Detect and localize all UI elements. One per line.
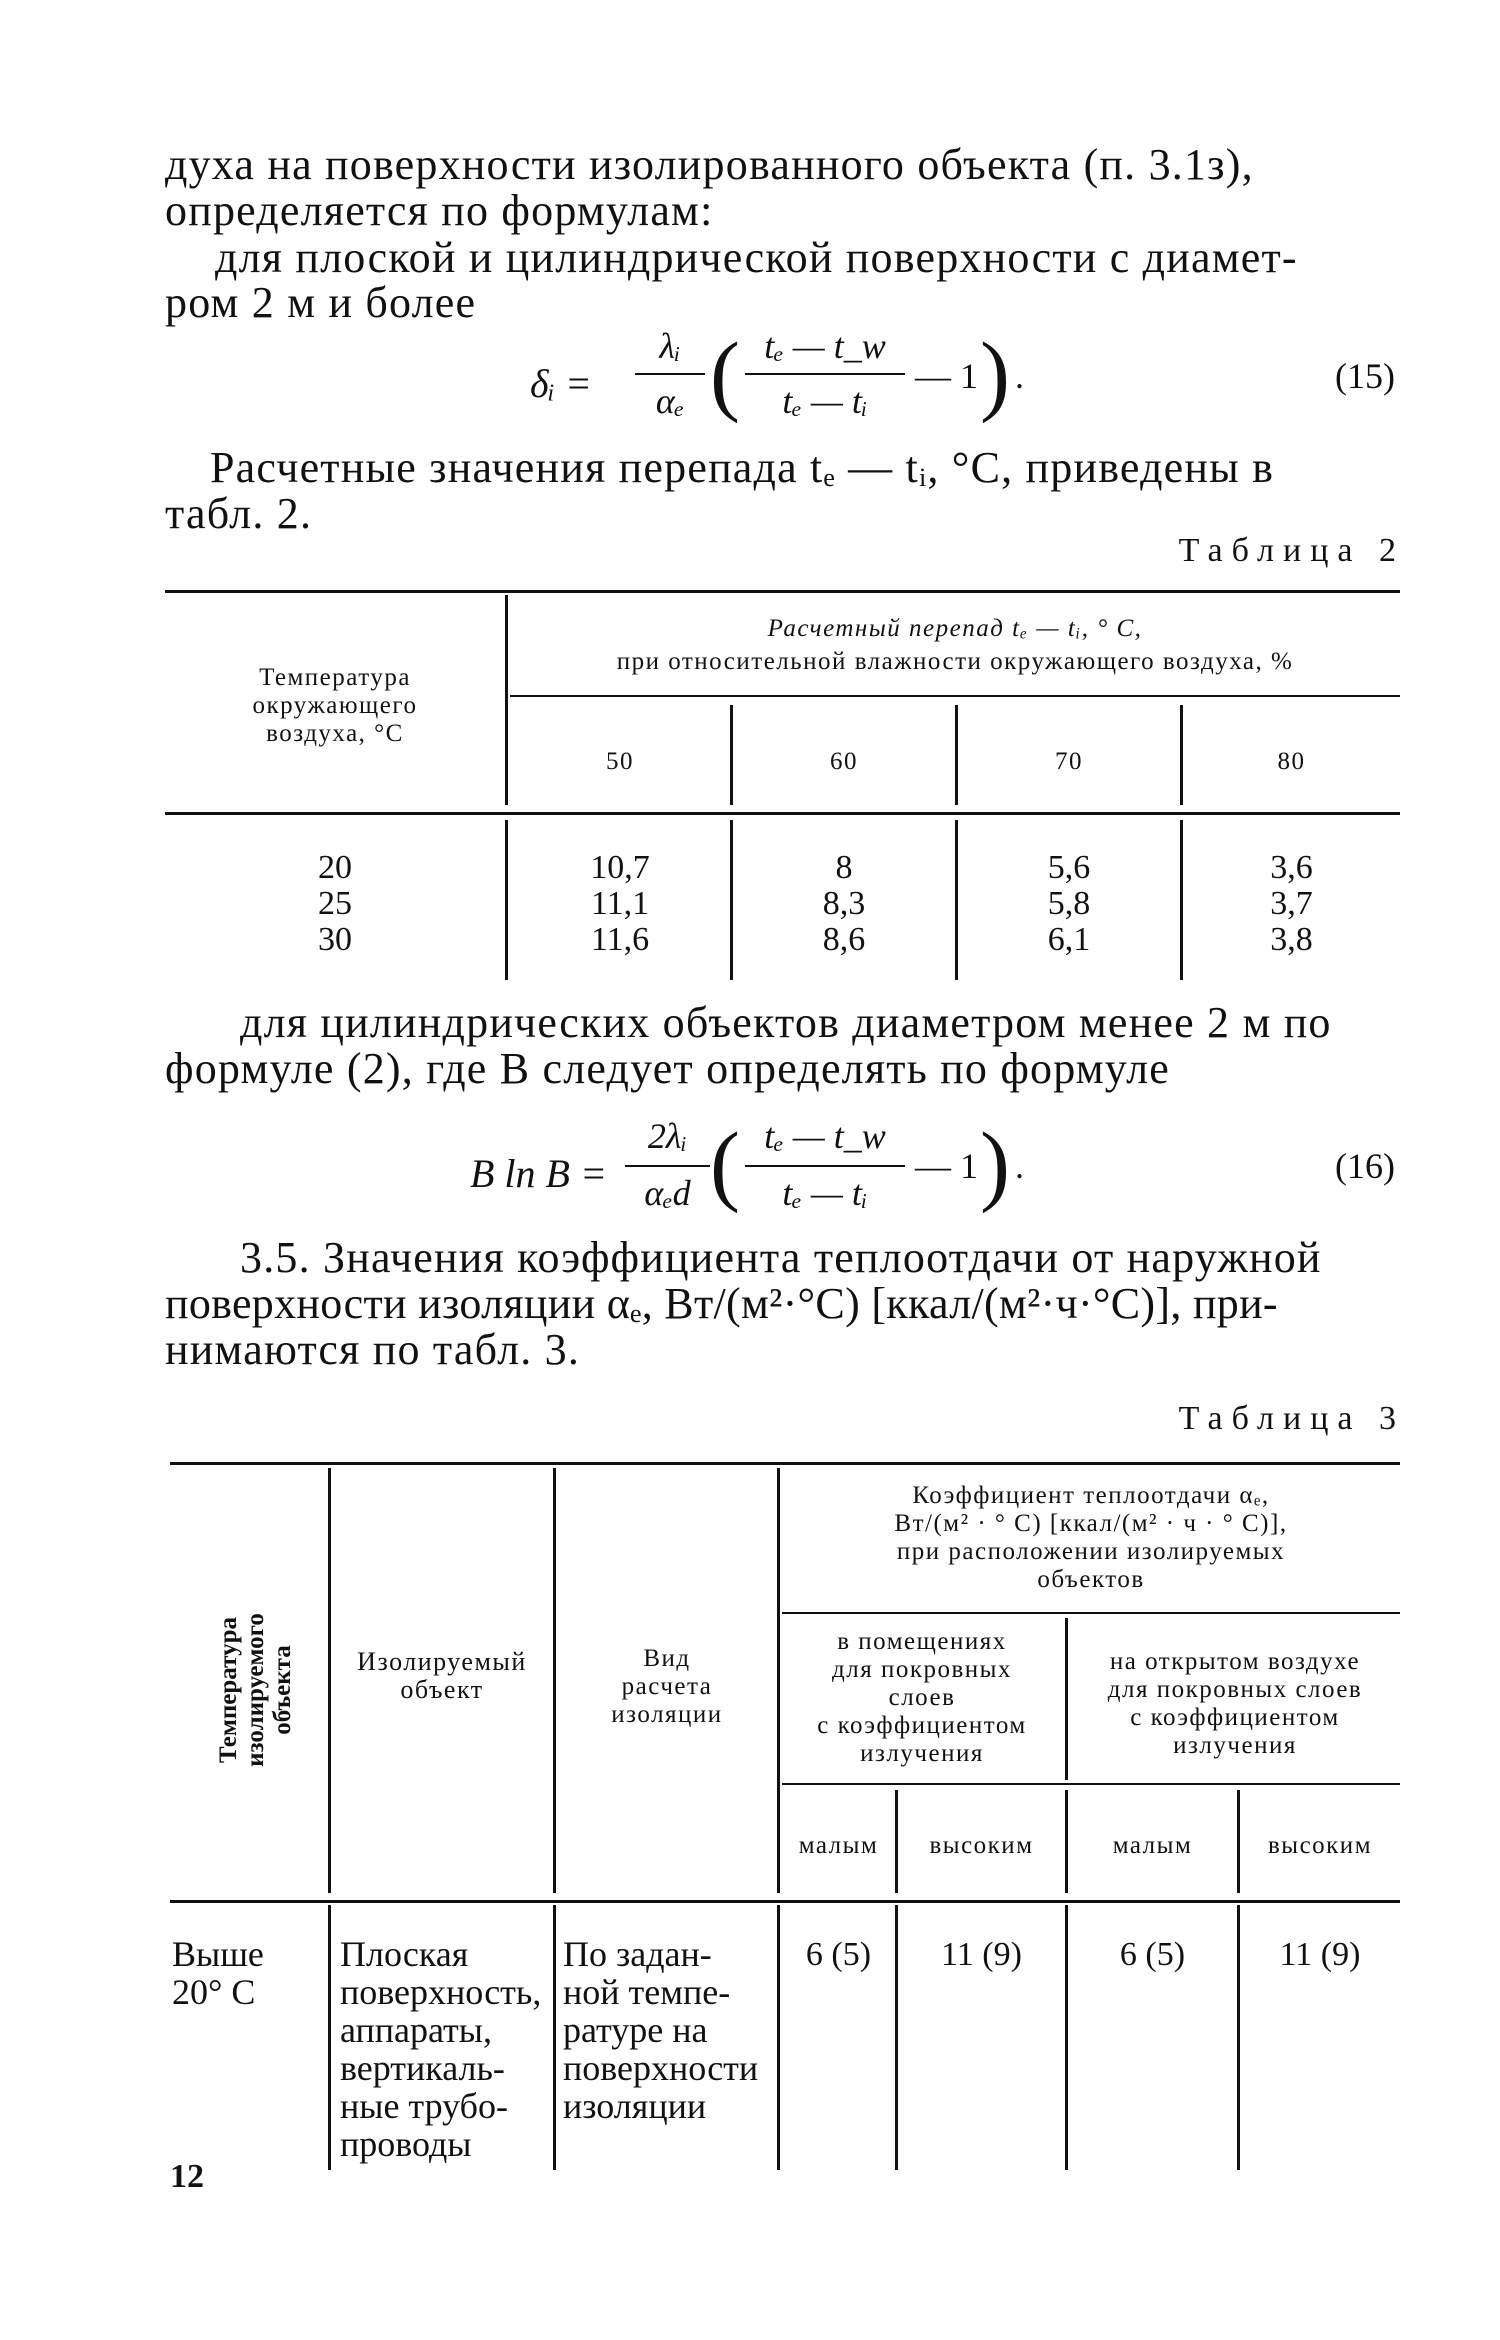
table-2-col-70: 70 xyxy=(1055,748,1083,775)
formula-16-tail: — 1 xyxy=(915,1146,978,1186)
formula-15-number: (15) xyxy=(1335,356,1395,396)
formula-16-f1-num: 2λᵢ xyxy=(647,1116,688,1156)
formula-15-f1-den: αₑ xyxy=(655,381,685,421)
cyl-para-line-2: формуле (2), где B следует определять по формуле xyxy=(165,1044,1170,1093)
table-3-indoors-header: в помещениях для покровных слоев с коэффициентом излучения xyxy=(817,1628,1027,1767)
table-3-row-out-low: 6 (5) xyxy=(1119,1936,1186,1973)
table-3-out-low-header: малым xyxy=(1112,1832,1193,1859)
table-2-group-header-1: Расчетный перепад tₑ — tᵢ, ° С, xyxy=(767,615,1143,642)
formula-15-tail: — 1 xyxy=(915,356,978,396)
table-2-col-80: 80 xyxy=(1277,748,1306,775)
formula-16-f1-den: αₑd xyxy=(644,1173,691,1213)
formula-15-f2-den: tₑ — tᵢ xyxy=(782,381,868,421)
table-3-object-header: Изолируемый объект xyxy=(357,1647,527,1704)
table-2-temps: 20 25 30 xyxy=(318,849,352,958)
table-2-body-divider-0 xyxy=(505,820,508,980)
table-3-top-rule xyxy=(170,1462,1400,1465)
calc-para-line-2: табл. 2. xyxy=(165,489,313,538)
table-3-in-high-header: высоким xyxy=(929,1832,1034,1859)
table-2-values-50: 10,7 11,1 11,6 xyxy=(590,849,650,958)
calc-para-line-1: Расчетные значения перепада tₑ — tᵢ, °С, приведены в xyxy=(210,443,1275,492)
formula-16-f2-den: tₑ — tᵢ xyxy=(782,1173,868,1213)
formula-16-open-paren: ( xyxy=(710,1115,740,1214)
formula-15-period: . xyxy=(1015,356,1024,396)
table-3-row-calc: По задан- ной темпе- ратуре на поверхности изоляции xyxy=(563,1934,759,2126)
table-2-col-50: 50 xyxy=(606,748,634,775)
formula-15-fraction-bar-1 xyxy=(635,373,705,375)
intro-line-4: ром 2 м и более xyxy=(165,278,477,327)
table-2-caption: Таблица 2 xyxy=(1178,532,1405,569)
table-3-sub-rule xyxy=(782,1783,1400,1785)
formula-16-number: (16) xyxy=(1335,1146,1395,1186)
table-2-group-rule xyxy=(510,695,1400,697)
table-2-top-rule xyxy=(165,590,1400,593)
intro-line-2: определяется по формулам: xyxy=(165,186,714,235)
table-3-outdoors-header: на открытом воздухе для покровных слоев с коэффициентом излучения xyxy=(1107,1648,1363,1759)
table-3-caption: Таблица 3 xyxy=(1178,1400,1405,1437)
cyl-para-line-1: для цилиндрических объектов диаметром менее 2 м по xyxy=(240,998,1332,1047)
table-3-divider-2 xyxy=(553,1468,556,1893)
intro-line-3: для плоской и цилиндрической поверхности с диамет- xyxy=(215,233,1298,282)
formula-15 xyxy=(530,325,1430,435)
table-3-calc-header: Вид расчета изоляции xyxy=(611,1645,723,1728)
formula-15-f2-num: tₑ — t_w xyxy=(764,326,886,366)
formula-16 xyxy=(470,1110,1370,1230)
formula-15-close-paren: ) xyxy=(980,325,1010,424)
table-3-divider-3 xyxy=(777,1468,780,1893)
table-3-body-divider-1 xyxy=(328,1905,331,2170)
table-3-row-object: Плоская поверхность, аппараты, вертикаль- ные трубо- проводы xyxy=(340,1934,542,2164)
table-3-out-high-header: высоким xyxy=(1267,1832,1373,1859)
formula-16-period: . xyxy=(1015,1146,1024,1186)
table-2-header-divider xyxy=(505,595,508,805)
page-number: 12 xyxy=(170,2158,204,2195)
table-3-in-out-divider xyxy=(1065,1618,1068,1780)
formula-15-open-paren: ( xyxy=(710,325,740,424)
table-2-header-bottom-rule xyxy=(165,812,1400,815)
table-3-in-low-header: малым xyxy=(798,1832,879,1859)
table-2-col-60: 60 xyxy=(830,748,858,775)
formula-16-f2-num: tₑ — t_w xyxy=(764,1116,886,1156)
table-3-row-out-high: 11 (9) xyxy=(1279,1936,1361,1973)
formula-15-f1-num: λᵢ xyxy=(659,326,681,366)
formula-15-lhs: δᵢ = xyxy=(530,361,592,406)
table-2-values-70: 5,6 5,8 6,1 xyxy=(1047,849,1091,958)
intro-line-1: духа на поверхности изолированного объекта (п. 3.1з), xyxy=(165,140,1254,189)
formula-15-fraction-bar-2 xyxy=(745,373,905,375)
table-3-temp-header: Температура изолируемого объекта xyxy=(215,1613,296,1767)
section-35-line-2: поверхности изоляции αₑ, Вт/(м²·°С) [ккал/(м²·ч·°С)], при- xyxy=(165,1279,1278,1328)
formula-16-fraction-bar-2 xyxy=(745,1165,905,1167)
table-3-header-bottom-rule xyxy=(170,1900,1400,1903)
table-3-group-header: Коэффициент теплоотдачи αₑ, Вт/(м² · ° С) [ккал/(м² · ч · ° С)], при расположении изолируемых объектов xyxy=(894,1482,1288,1593)
table-3-row-in-low: 6 (5) xyxy=(805,1936,872,1973)
formula-16-close-paren: ) xyxy=(980,1115,1010,1214)
section-35-line-3: нимаются по табл. 3. xyxy=(165,1325,581,1374)
table-3-row-temp: Выше 20° С xyxy=(172,1934,264,2012)
table-2-values-80: 3,6 3,7 3,8 xyxy=(1270,849,1313,958)
table-2-values-60: 8 8,3 8,6 xyxy=(822,849,866,958)
table-2-temp-header: Температура окружающего воздуха, °С xyxy=(252,664,418,747)
table-3-group-rule xyxy=(782,1612,1400,1614)
section-35-line-1: 3.5. Значения коэффициента теплоотдачи от наружной xyxy=(240,1233,1322,1282)
table-2-group-header-2: при относительной влажности окружающего воздуха, % xyxy=(616,648,1294,675)
table-3-divider-1 xyxy=(328,1468,331,1893)
formula-16-lhs: B ln B = xyxy=(470,1151,607,1196)
table-3-row-in-high: 11 (9) xyxy=(941,1936,1022,1973)
formula-16-fraction-bar-1 xyxy=(625,1165,710,1167)
